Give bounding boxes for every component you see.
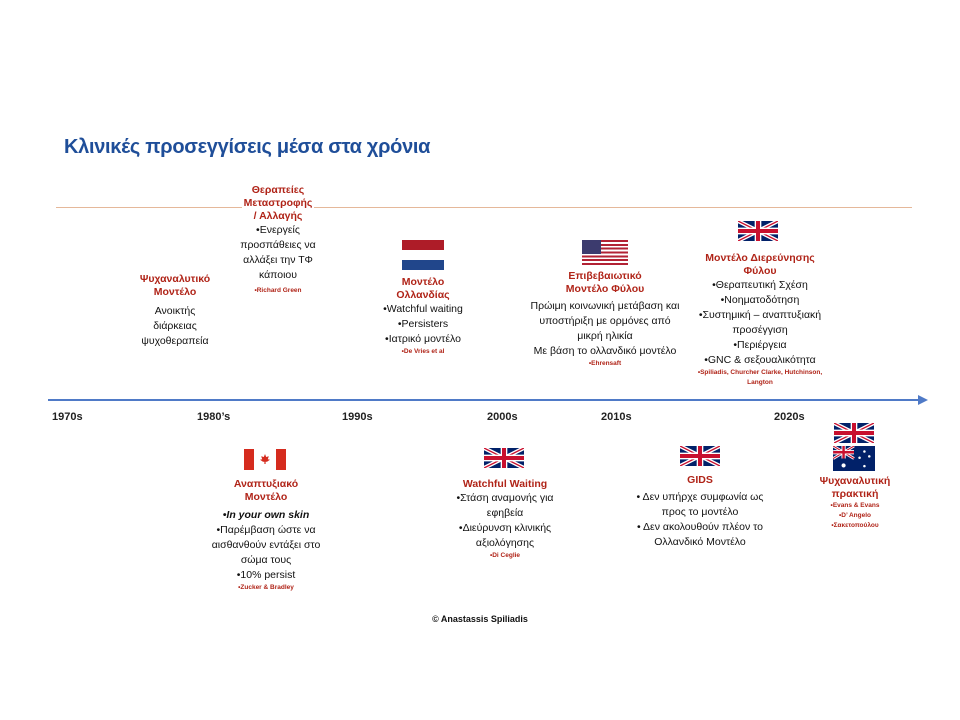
tick-2020s: 2020s bbox=[774, 411, 805, 423]
block-heading: Μοντέλο Διερεύνησης bbox=[705, 252, 815, 264]
canada-flag bbox=[244, 449, 286, 470]
block-line: •Περιέργεια bbox=[733, 339, 787, 351]
block-line: •Συστημική – αναπτυξιακή bbox=[698, 309, 822, 321]
arrow-right-icon bbox=[918, 395, 928, 405]
block-reference: •Ehrensaft bbox=[588, 360, 622, 367]
watchful-waiting-block bbox=[440, 478, 570, 561]
block-line: •10% persist bbox=[236, 569, 296, 581]
us-flag bbox=[582, 240, 628, 265]
block-reference: •Σακετοπούλου bbox=[831, 522, 879, 529]
block-heading: GIDS bbox=[687, 474, 713, 486]
developmental-model-block bbox=[206, 478, 326, 593]
uk-flag bbox=[834, 423, 874, 443]
block-line: •Παρέμβαση ώστε να bbox=[216, 524, 316, 536]
block-reference: •De Vries et al bbox=[401, 348, 445, 355]
block-line: •In your own skin bbox=[222, 509, 310, 521]
tick-2010s: 2010s bbox=[601, 411, 632, 423]
block-line: •GNC & σεξουαλικότητα bbox=[704, 354, 816, 366]
block-line: προσέγγιση bbox=[732, 324, 788, 336]
block-heading: Μοντέλο Φύλου bbox=[565, 283, 645, 295]
block-line: αξιολόγησης bbox=[475, 537, 535, 549]
block-line: υποστήριξη με ορμόνες από bbox=[539, 315, 671, 327]
block-heading: Μεταστροφής bbox=[243, 197, 313, 209]
conversion-therapies-block bbox=[218, 184, 338, 296]
block-reference: •Spiliadis, Churcher Clarke, Hutchinson, bbox=[697, 369, 823, 376]
block-line: •Νοηματοδότηση bbox=[720, 294, 800, 306]
block-reference: •Di Ceglie bbox=[489, 552, 521, 559]
block-heading: Ολλανδίας bbox=[396, 289, 450, 301]
block-line: Με βάση το ολλανδικό μοντέλο bbox=[533, 345, 677, 357]
block-line: προς το μοντέλο bbox=[661, 506, 739, 518]
exploratory-model-block bbox=[680, 252, 840, 388]
tick-1990s: 1990s bbox=[342, 411, 373, 423]
block-line: Πρώιμη κοινωνική μετάβαση και bbox=[530, 300, 680, 312]
block-line: • Δεν υπήρχε συμφωνία ως bbox=[636, 491, 764, 503]
block-reference: •Zucker & Bradley bbox=[238, 584, 294, 591]
block-heading: Μοντέλο bbox=[244, 491, 288, 503]
psychoanalytic-practice-block bbox=[800, 475, 910, 531]
block-line: •Διεύρυνση κλινικής bbox=[458, 522, 552, 534]
block-line: ψυχοθεραπεία bbox=[141, 335, 209, 347]
block-line: •Στάση αναμονής για bbox=[456, 492, 554, 504]
block-line: Ολλανδικό Μοντέλο bbox=[654, 536, 746, 548]
block-heading: Θεραπείες bbox=[251, 184, 305, 196]
tick-1970s: 1970s bbox=[52, 411, 83, 423]
block-heading: Ψυχαναλυτικό bbox=[139, 273, 211, 285]
block-line: αισθανθούν εντάξει στο bbox=[211, 539, 321, 551]
top-divider bbox=[56, 207, 912, 208]
netherlands-flag bbox=[402, 240, 444, 270]
block-heading: / Αλλαγής bbox=[253, 210, 303, 222]
uk-flag bbox=[680, 446, 720, 466]
block-line: κάποιου bbox=[258, 269, 298, 281]
block-line: προσπάθειες να bbox=[240, 239, 316, 251]
block-line: • Δεν ακολουθούν πλέον το bbox=[637, 521, 763, 533]
block-line: •Θεραπευτική Σχέση bbox=[712, 279, 808, 291]
block-line: μικρή ηλικία bbox=[577, 330, 633, 342]
block-heading: πρακτική bbox=[831, 488, 879, 500]
block-heading: Μοντέλο bbox=[153, 286, 197, 298]
block-heading: Ψυχαναλυτική bbox=[819, 475, 891, 487]
copyright-notice: © Anastassis Spiliadis bbox=[432, 614, 528, 624]
block-reference: Langton bbox=[747, 379, 773, 386]
tick-1980s: 1980’s bbox=[197, 411, 231, 423]
block-heading: Αναπτυξιακό bbox=[233, 478, 299, 490]
page-title: Κλινικές προσεγγίσεις μέσα στα χρόνια bbox=[64, 136, 431, 158]
timeline-axis bbox=[48, 399, 920, 401]
block-line: •Ιατρικό μοντέλο bbox=[385, 333, 461, 345]
block-line: εφηβεία bbox=[486, 507, 524, 519]
affirmative-model-block bbox=[500, 270, 710, 369]
australia-flag bbox=[833, 446, 875, 471]
block-reference: •Evans & Evans bbox=[830, 502, 880, 509]
block-line: •Ενεργείς bbox=[256, 224, 300, 236]
dutch-model-block bbox=[358, 276, 488, 357]
block-heading: Μοντέλο bbox=[401, 276, 445, 288]
block-line: σώμα τους bbox=[240, 554, 292, 566]
gids-block bbox=[615, 474, 785, 550]
block-line: διάρκειας bbox=[153, 320, 197, 332]
block-heading: Watchful Waiting bbox=[462, 478, 548, 490]
block-line: αλλάξει την ΤΦ bbox=[243, 254, 313, 266]
block-heading: Φύλου bbox=[743, 265, 777, 277]
uk-flag bbox=[738, 221, 778, 241]
uk-flag bbox=[484, 448, 524, 468]
block-line: •Watchful waiting bbox=[383, 303, 463, 315]
block-line: •Persisters bbox=[397, 318, 449, 330]
block-reference: •D’ Angelo bbox=[838, 512, 871, 519]
block-line: Ανοικτής bbox=[154, 305, 196, 317]
psychoanalytic-model-block bbox=[120, 273, 230, 349]
block-reference: •Richard Green bbox=[254, 287, 302, 294]
tick-2000s: 2000s bbox=[487, 411, 518, 423]
block-heading: Επιβεβαιωτικό bbox=[568, 270, 642, 282]
